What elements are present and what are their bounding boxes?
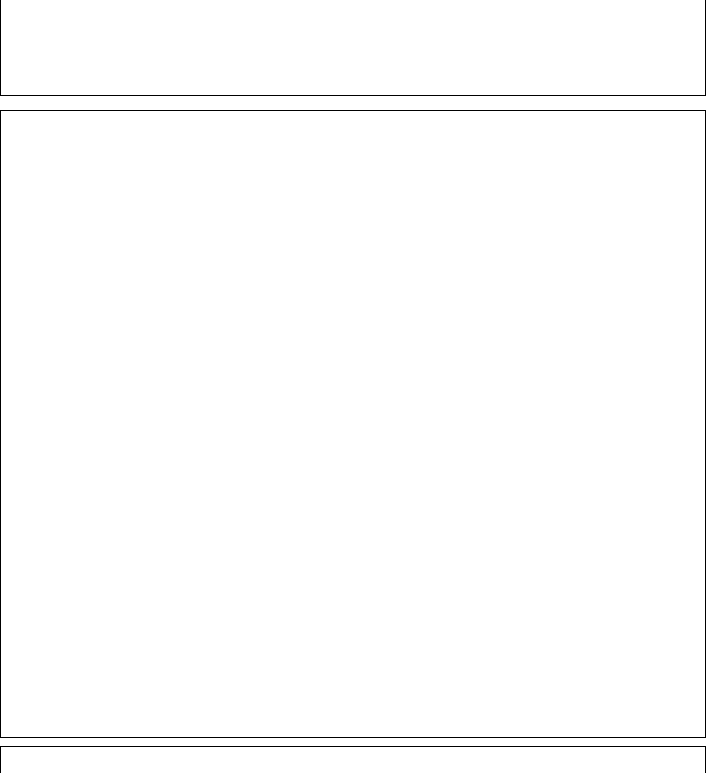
top-summary-box (0, 0, 706, 96)
cost-table-box (0, 110, 706, 738)
per-ton-box (0, 746, 706, 773)
